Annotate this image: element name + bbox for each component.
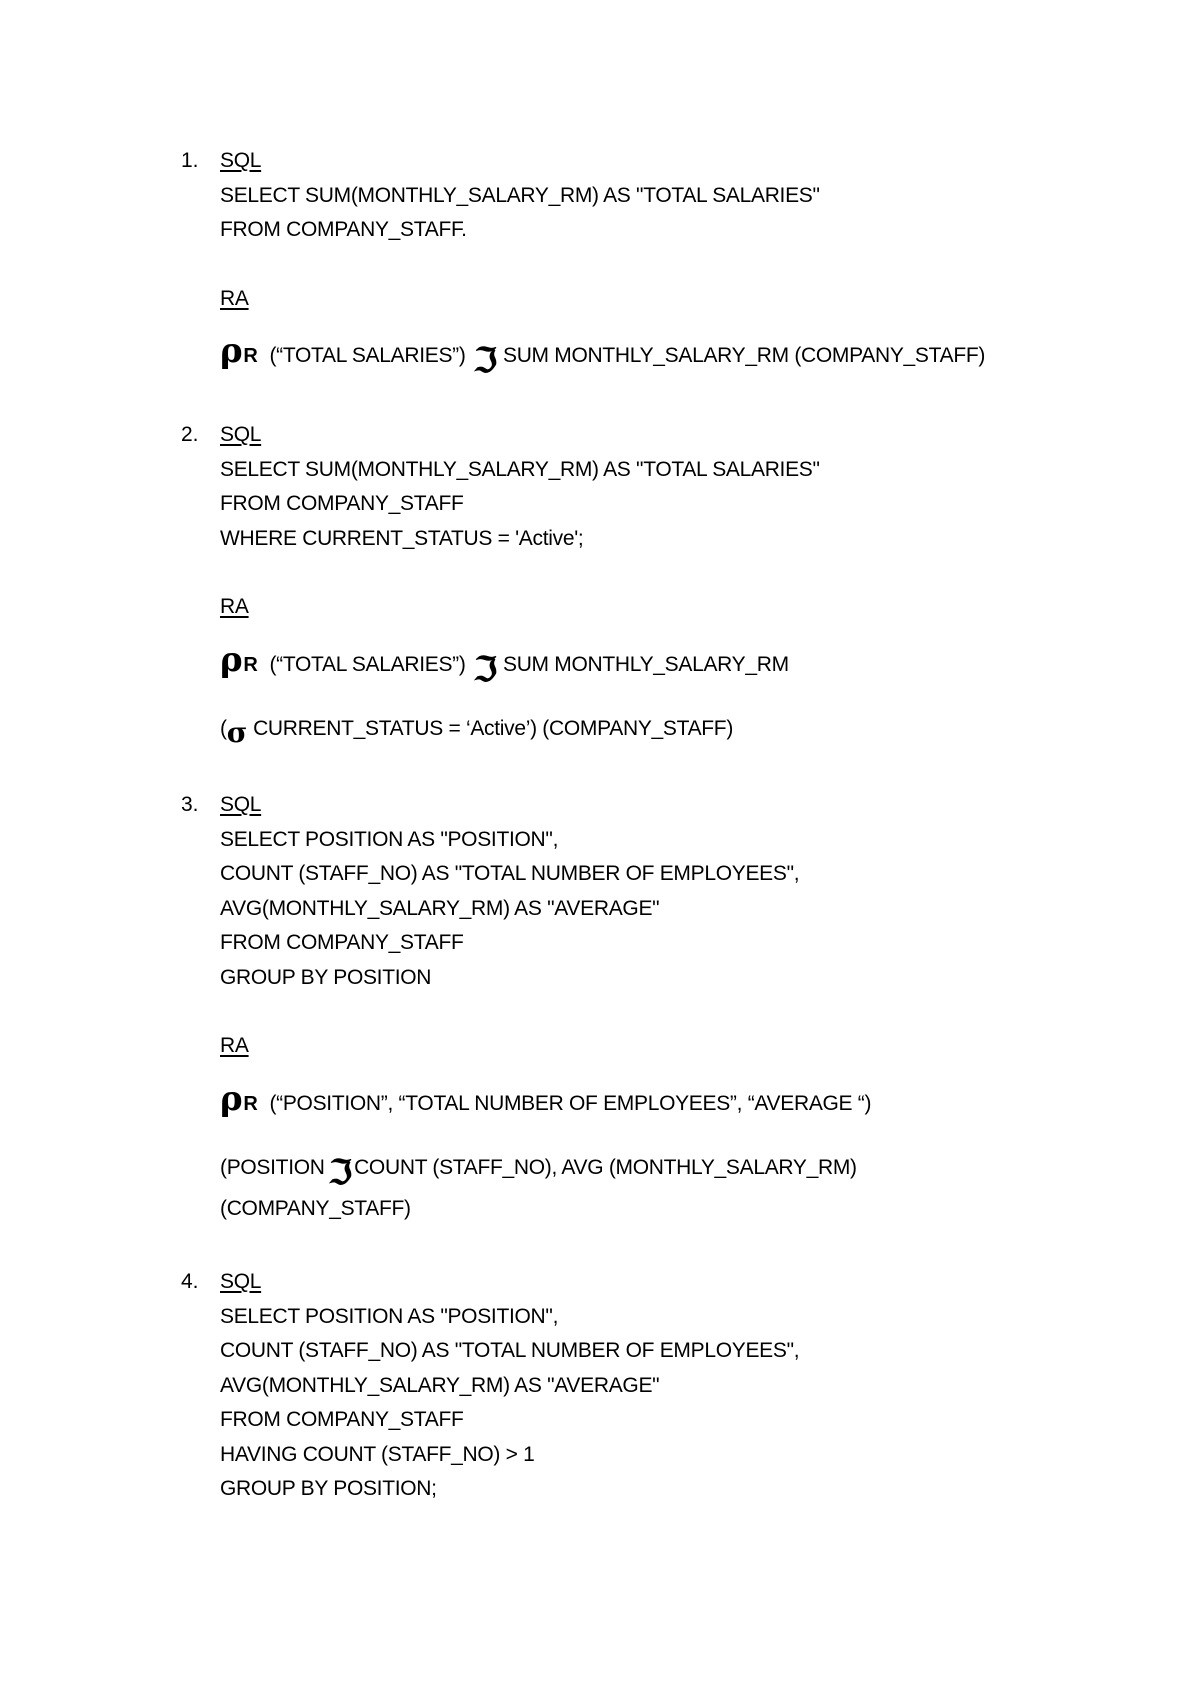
ra-heading: RA [220, 286, 249, 310]
rho-symbol-icon: ρ [220, 639, 243, 680]
ra-heading: RA [220, 595, 249, 618]
spacer [220, 625, 1160, 647]
aggregate-symbol-icon: ℑ [328, 1152, 353, 1193]
section-number: 4. [181, 1270, 199, 1293]
ra-expression [220, 639, 1160, 690]
rho-subscript: R [243, 653, 258, 676]
rho-subscript: R [243, 1092, 258, 1115]
ra-text: (“POSITION”, “TOTAL NUMBER OF EMPLOYEES”, “AVERAGE “) [269, 1091, 872, 1115]
spacer [220, 248, 1160, 282]
spacer [220, 1122, 1160, 1150]
ra-text: COUNT (STAFF_NO), AVG (MONTHLY_SALARY_RM) [354, 1155, 857, 1179]
ra-expression [220, 1078, 1160, 1122]
sql-heading: SQL [220, 793, 262, 816]
spacer [220, 316, 1160, 338]
sql-line: AVG(MONTHLY_SALARY_RM) AS "AVERAGE" [220, 1373, 660, 1397]
ra-expression [220, 711, 1160, 747]
spacer [220, 683, 1160, 711]
ra-text: ( [220, 716, 227, 740]
rename-operator [220, 639, 258, 683]
spacer [220, 556, 1160, 590]
ra-text: (“TOTAL SALARIES”) [269, 652, 466, 676]
section-body [220, 1265, 1160, 1507]
ra-text: (COMPANY_STAFF) [220, 1196, 411, 1220]
select-symbol-icon: σ [226, 715, 248, 749]
ra-text: (“TOTAL SALARIES”) [269, 344, 466, 367]
rename-operator [220, 1078, 258, 1122]
section-body [220, 418, 1160, 747]
sql-line: COUNT (STAFF_NO) AS "TOTAL NUMBER OF EMPLOYEES", [220, 862, 800, 885]
aggregate-symbol-icon: ℑ [473, 341, 497, 381]
section-number: 2. [181, 423, 199, 446]
sql-line: COUNT (STAFF_NO) AS "TOTAL NUMBER OF EMPLOYEES", [220, 1339, 800, 1362]
sql-heading: SQL [220, 149, 262, 172]
aggregate-symbol-icon: ℑ [473, 649, 497, 690]
section-number: 1. [181, 149, 199, 172]
sql-line: FROM COMPANY_STAFF. [220, 218, 467, 241]
rho-subscript: R [243, 345, 258, 367]
spacer [220, 995, 1160, 1029]
sql-line: SELECT SUM(MONTHLY_SALARY_RM) AS "TOTAL SALARIES" [220, 183, 820, 207]
sql-line: SELECT SUM(MONTHLY_SALARY_RM) AS "TOTAL SALARIES" [220, 457, 820, 481]
rho-symbol-icon: ρ [220, 331, 243, 371]
sql-line: FROM COMPANY_STAFF [220, 931, 464, 954]
sql-line: GROUP BY POSITION [220, 965, 432, 989]
ra-text: SUM MONTHLY_SALARY_RM (COMPANY_STAFF) [502, 344, 986, 367]
sql-line: AVG(MONTHLY_SALARY_RM) AS "AVERAGE" [220, 896, 660, 920]
section-number: 3. [181, 793, 199, 816]
section-body [220, 788, 1160, 1226]
section-body [220, 144, 1160, 381]
rename-operator [220, 331, 258, 374]
sql-heading: SQL [220, 423, 262, 446]
ra-text: (POSITION [220, 1155, 325, 1179]
sql-line: WHERE CURRENT_STATUS = 'Active'; [220, 526, 584, 550]
sql-line: HAVING COUNT (STAFF_NO) > 1 [220, 1442, 535, 1466]
sql-line: GROUP BY POSITION; [220, 1477, 437, 1500]
sql-heading: SQL [220, 1270, 262, 1293]
sql-line: FROM COMPANY_STAFF [220, 1408, 464, 1431]
sql-line: SELECT POSITION AS "POSITION", [220, 1304, 559, 1328]
ra-text: SUM MONTHLY_SALARY_RM [502, 652, 789, 676]
ra-expression [220, 1150, 1160, 1193]
sql-line: SELECT POSITION AS "POSITION", [220, 827, 559, 851]
ra-expression [220, 331, 1160, 381]
sql-line: FROM COMPANY_STAFF [220, 492, 464, 515]
ra-heading: RA [220, 1034, 249, 1057]
spacer [220, 1064, 1160, 1086]
ra-text: CURRENT_STATUS = ‘Active’) (COMPANY_STAFF) [253, 716, 734, 740]
rho-symbol-icon: ρ [220, 1078, 243, 1119]
